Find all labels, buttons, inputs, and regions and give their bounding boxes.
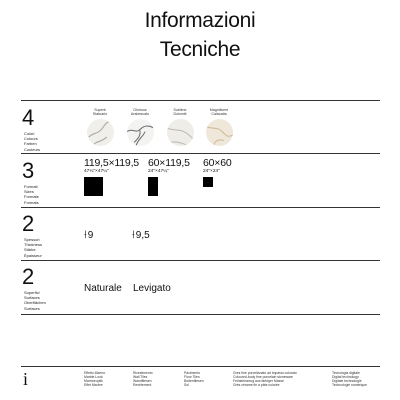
color-swatch-item bbox=[158, 108, 202, 146]
surface-levigato: Levigato bbox=[133, 283, 171, 294]
colors-label: Couleurs bbox=[24, 146, 41, 152]
divider bbox=[21, 153, 380, 154]
color-name-line: Calacatta bbox=[211, 112, 227, 117]
surfaces-count: 2 bbox=[22, 264, 35, 289]
thickness-icon: Ɨ bbox=[84, 230, 87, 241]
formats-labels bbox=[24, 184, 39, 205]
format-cm: 60×60 bbox=[203, 157, 232, 169]
footer-text: Technologie numérique bbox=[332, 383, 368, 388]
thickness-labels bbox=[24, 237, 42, 258]
thickness-label: Épaisseur bbox=[24, 252, 42, 258]
formats-label: Formate bbox=[24, 194, 39, 200]
format-inch: 24"×24" bbox=[203, 169, 220, 174]
divider bbox=[21, 260, 380, 261]
color-name-line: Arabescato bbox=[130, 112, 150, 117]
thickness-label: Spessori bbox=[24, 237, 40, 242]
formats-label: Sizes bbox=[24, 189, 34, 195]
footer-text: Wall Tiles bbox=[133, 375, 148, 380]
thickness-item bbox=[84, 230, 93, 242]
footer-technology-column bbox=[332, 371, 367, 387]
color-name bbox=[78, 108, 122, 117]
formats-label: Formats bbox=[24, 199, 39, 205]
color-swatch-item bbox=[118, 108, 162, 146]
format-shape-square-small bbox=[203, 177, 213, 187]
color-name-line: Magnificent bbox=[209, 108, 229, 112]
format-item bbox=[148, 157, 190, 196]
formats-label: Formati bbox=[24, 184, 38, 189]
footer-text: Digitale technologie bbox=[332, 379, 362, 384]
footer-floor-column bbox=[184, 371, 204, 387]
colors-label: Colori bbox=[24, 131, 35, 136]
surfaces-label: Oberflächen bbox=[24, 300, 46, 306]
color-swatch-item bbox=[197, 108, 241, 146]
marble-swatch bbox=[167, 119, 194, 146]
colors-count: 4 bbox=[22, 105, 35, 130]
footer-text: Sol bbox=[184, 383, 189, 388]
color-swatch-item bbox=[78, 108, 122, 146]
surface-naturale: Naturale bbox=[84, 283, 122, 294]
footer-text: Grès cérame fin à pâte colorée bbox=[233, 383, 280, 388]
surfaces-labels bbox=[24, 290, 46, 311]
surfaces-label: Surfaces bbox=[24, 295, 40, 301]
thickness-label: Thickness bbox=[24, 242, 43, 248]
footer-text: Rivestimento bbox=[133, 371, 153, 375]
format-cm: 119,5×119,5 bbox=[84, 157, 139, 169]
color-name-line: Glorious bbox=[133, 108, 147, 112]
footer-effect-column bbox=[84, 371, 105, 387]
footer-material-column bbox=[233, 371, 297, 387]
color-name-line: Superb bbox=[94, 108, 106, 112]
footer-text: Coloured-body fine porcelain stoneware bbox=[233, 375, 293, 380]
footer-text: Marmoroptik bbox=[84, 379, 103, 384]
formats-count: 3 bbox=[22, 158, 35, 183]
footer-text: Gres fine porcellanato ad impasto colorato bbox=[233, 371, 297, 375]
marble-swatch bbox=[87, 119, 114, 146]
page-title bbox=[0, 6, 400, 64]
thickness-item bbox=[132, 230, 150, 242]
footer-text: Wandfliesen bbox=[133, 379, 152, 384]
format-inch: 47¼"×47¼" bbox=[84, 169, 109, 174]
thickness-label: Stärke bbox=[24, 247, 36, 253]
color-name bbox=[118, 108, 162, 117]
footer-wall-column bbox=[133, 371, 153, 387]
footer-text: Floor Tiles bbox=[184, 375, 200, 380]
color-name-line: Sublime bbox=[173, 108, 187, 112]
color-name-line: Dolomiti bbox=[173, 112, 187, 117]
title-line-2: Tecniche bbox=[159, 38, 241, 61]
format-shape-square-large bbox=[84, 177, 103, 196]
footer-text: Pavimento bbox=[184, 371, 201, 375]
color-name-line: Statuario bbox=[92, 112, 108, 117]
footer-text: Effetto Marmo bbox=[84, 371, 106, 375]
marble-swatch bbox=[206, 119, 233, 146]
thickness-icon: Ɨ bbox=[132, 230, 135, 241]
colors-labels bbox=[24, 131, 40, 152]
thickness-value: 9,5 bbox=[135, 230, 150, 241]
format-item bbox=[203, 157, 232, 187]
format-item bbox=[84, 157, 139, 196]
footer-text: Digital technology bbox=[332, 375, 359, 380]
colors-label: Colours bbox=[24, 136, 38, 142]
format-inch: 24"×47¼" bbox=[148, 169, 169, 174]
divider bbox=[21, 100, 380, 101]
surfaces-label: Superfici bbox=[24, 290, 40, 295]
surfaces-label: Surfaces bbox=[24, 305, 40, 311]
footer-text: Bodenfliesen bbox=[184, 379, 204, 384]
color-name bbox=[197, 108, 241, 117]
colors-label: Farben bbox=[24, 141, 37, 147]
divider bbox=[21, 207, 380, 208]
footer-text: Marble Look bbox=[84, 375, 103, 380]
footer-text: Tecnologia digitale bbox=[332, 371, 360, 375]
footer-text: Feinsteinzeug aus farbiger Masse bbox=[233, 379, 284, 384]
info-icon: i bbox=[23, 369, 29, 389]
divider bbox=[21, 314, 380, 315]
format-shape-rectangle bbox=[148, 177, 158, 196]
divider bbox=[21, 366, 380, 367]
marble-swatch bbox=[127, 119, 154, 146]
footer-text: Revêtement bbox=[133, 383, 152, 388]
thickness-count: 2 bbox=[22, 211, 35, 236]
title-line-1: Informazioni bbox=[144, 9, 256, 32]
footer-text: Effet Marbre bbox=[84, 383, 103, 388]
thickness-value: 9 bbox=[87, 230, 94, 241]
color-name bbox=[158, 108, 202, 117]
format-cm: 60×119,5 bbox=[148, 157, 190, 169]
